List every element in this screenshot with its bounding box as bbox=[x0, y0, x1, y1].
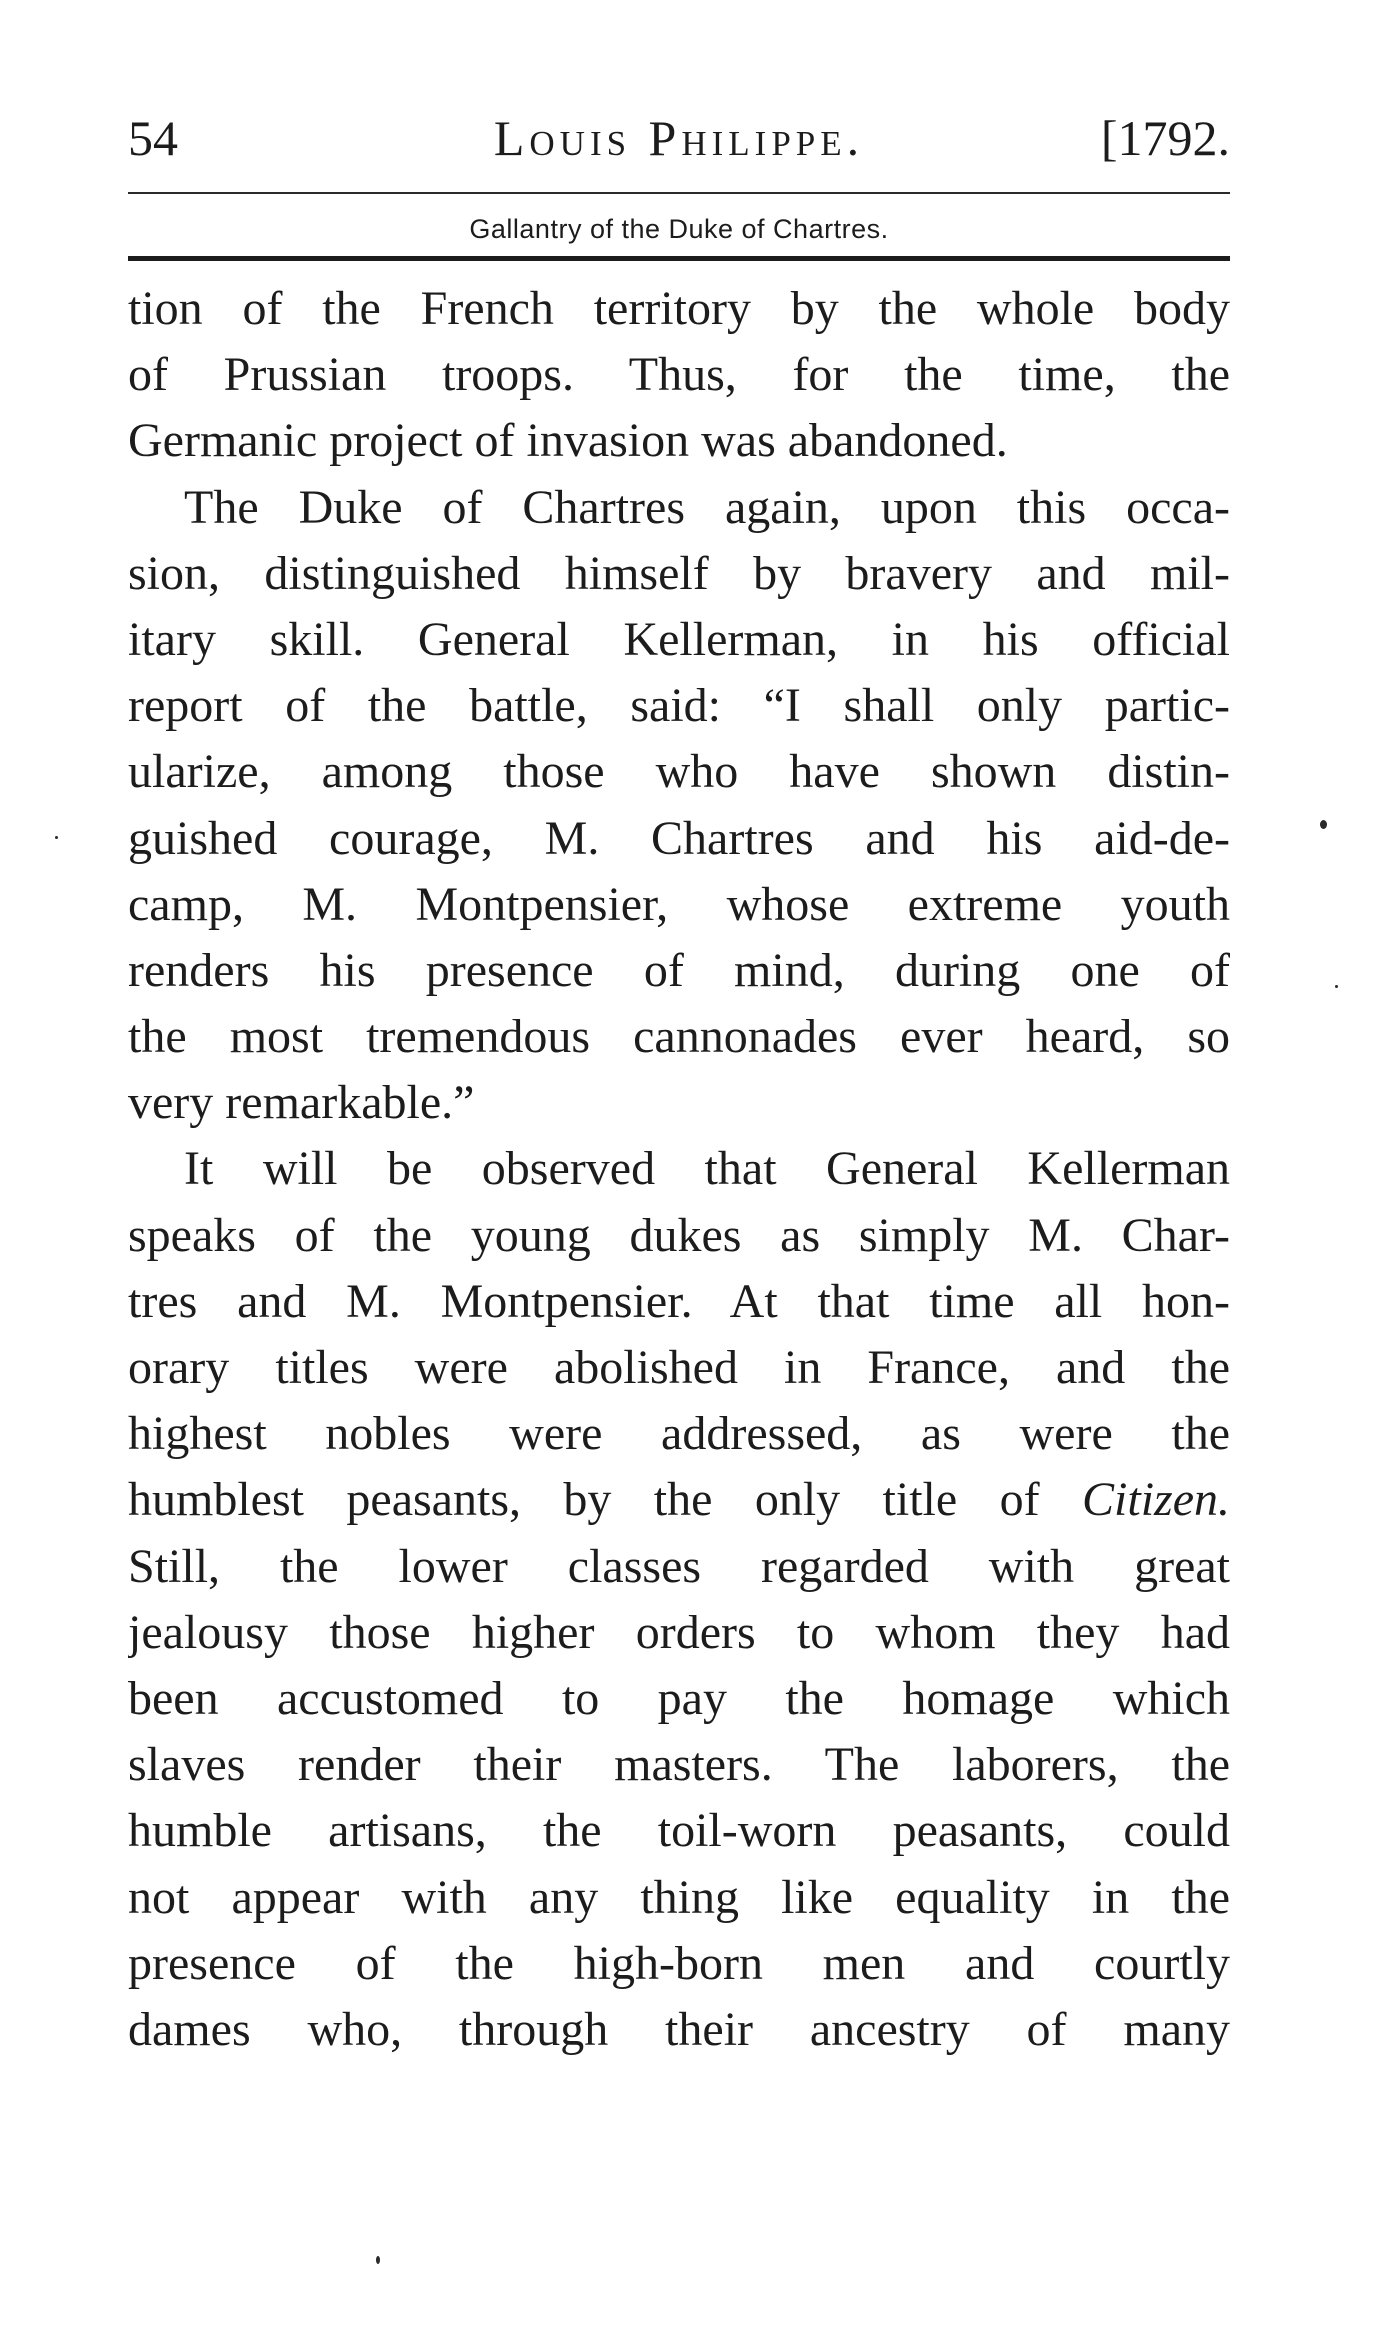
text-line: tion of the French territory by the whole body bbox=[128, 282, 1230, 335]
text-line: guished courage, M. Chartres and his aid-de- bbox=[128, 811, 1230, 865]
book-title: Louis Philippe. bbox=[493, 110, 865, 166]
text-line: Still, the lower classes regarded with great bbox=[128, 1539, 1230, 1593]
text-line: humble artisans, the toil-worn peasants, could bbox=[128, 1804, 1230, 1858]
text-line: The Duke of Chartres again, upon this occa- bbox=[184, 480, 1230, 534]
text-line: jealousy those higher orders to whom they had bbox=[128, 1605, 1230, 1659]
text-line: tres and M. Montpensier. At that time all hon- bbox=[128, 1274, 1230, 1328]
text-line: orary titles were abolished in France, and the bbox=[128, 1341, 1230, 1394]
text-line: It will be observed that General Kellerman bbox=[184, 1142, 1230, 1196]
page-number: 54 bbox=[128, 110, 178, 166]
print-speck bbox=[1335, 985, 1338, 988]
text-line: ularize, among those who have shown distin- bbox=[128, 745, 1230, 799]
subheading-rule bbox=[128, 256, 1230, 261]
text-line: report of the battle, said: “I shall only partic- bbox=[128, 679, 1230, 733]
text-line: dames who, through their ancestry of many bbox=[128, 2002, 1230, 2056]
body-text bbox=[128, 276, 1230, 2063]
text-line: presence of the high-born men and courtly bbox=[128, 1936, 1230, 1990]
header-rule bbox=[128, 192, 1230, 194]
text-line: been accustomed to pay the homage which bbox=[128, 1671, 1230, 1725]
text-line: renders his presence of mind, during one of bbox=[128, 943, 1230, 997]
print-speck bbox=[376, 2256, 380, 2264]
text-line: Germanic project of invasion was abandoned. bbox=[128, 414, 1008, 468]
line-text: humblest peasants, by the only title of bbox=[128, 1473, 1040, 1527]
text-line-with-italic bbox=[128, 1467, 1230, 1533]
italic-word: Citizen. bbox=[1082, 1473, 1230, 1527]
running-head bbox=[128, 108, 1230, 178]
text-line: sion, distinguished himself by bravery and mil- bbox=[128, 546, 1230, 600]
text-line: not appear with any thing like equality in the bbox=[128, 1870, 1230, 1924]
print-speck bbox=[55, 836, 58, 839]
text-line: the most tremendous cannonades ever heard, so bbox=[128, 1010, 1230, 1064]
text-line: speaks of the young dukes as simply M. Char- bbox=[128, 1208, 1230, 1262]
text-line: of Prussian troops. Thus, for the time, the bbox=[128, 348, 1230, 402]
text-line: very remarkable.” bbox=[128, 1076, 475, 1130]
year-marker: [1792. bbox=[1100, 110, 1230, 166]
print-speck bbox=[1320, 820, 1327, 829]
text-line: camp, M. Montpensier, whose extreme youth bbox=[128, 877, 1230, 931]
text-line: itary skill. General Kellerman, in his official bbox=[128, 612, 1230, 666]
section-subheading: Gallantry of the Duke of Chartres. bbox=[469, 214, 889, 244]
text-line: slaves render their masters. The laborers, the bbox=[128, 1738, 1230, 1792]
text-line: highest nobles were addressed, as were the bbox=[128, 1407, 1230, 1461]
